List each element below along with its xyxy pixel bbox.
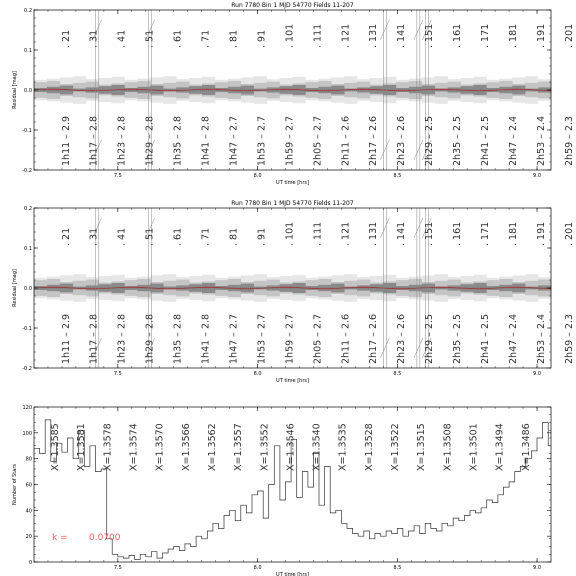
airmass-label: X=1.3574 xyxy=(128,423,140,471)
field-label: . 111 xyxy=(312,23,324,48)
x-tick-label: 7.5 xyxy=(113,173,122,179)
field-label: . 141 xyxy=(396,23,408,48)
y-tick-label: 0.1 xyxy=(24,246,32,252)
time-label: 2h41 – 2.5 xyxy=(479,115,491,166)
time-label: 1h35 – 2.8 xyxy=(172,313,184,364)
x-tick-label: 8.5 xyxy=(393,565,402,571)
y-tick-label: 120 xyxy=(22,405,32,411)
time-label: 2h41 – 2.5 xyxy=(479,313,491,364)
x-tick-label: 7.5 xyxy=(113,565,122,571)
field-label: . 191 xyxy=(535,221,547,246)
airmass-label: X=1.3494 xyxy=(494,423,506,471)
field-label: . 41 xyxy=(116,227,128,246)
field-label: . 171 xyxy=(479,23,491,48)
marker-slash xyxy=(414,20,423,40)
y-tick-label: -0.1 xyxy=(22,128,32,134)
time-label: 2h59 – 2.3 xyxy=(563,115,575,166)
airmass-label: X=1.3581 xyxy=(76,423,88,471)
time-label: 2h23 – 2.6 xyxy=(396,313,408,364)
y-tick-label: 60 xyxy=(25,482,32,489)
x-tick-label: 7.5 xyxy=(113,371,122,377)
x-tick-label: 8.5 xyxy=(393,173,402,179)
field-label: . 141 xyxy=(396,221,408,246)
airmass-label: X=1.3540 xyxy=(311,423,323,471)
marker-slash xyxy=(380,20,389,40)
field-label: . 101 xyxy=(284,23,296,48)
x-tick-label: 8.0 xyxy=(253,565,262,571)
airmass-label: X=1.3578 xyxy=(102,423,114,471)
time-label: 1h11 – 2.9 xyxy=(60,115,72,166)
field-label: . 61 xyxy=(172,29,184,48)
time-label: 2h11 – 2.6 xyxy=(340,313,352,364)
field-label: . 191 xyxy=(535,23,547,48)
field-label: . 121 xyxy=(340,221,352,246)
time-label: 1h23 – 2.8 xyxy=(116,313,128,364)
time-label: 1h59 – 2.7 xyxy=(284,313,296,364)
field-label: . 91 xyxy=(256,227,268,246)
x-axis-label: UT time [hrs] xyxy=(276,378,309,384)
time-label: 1h41 – 2.8 xyxy=(200,313,212,364)
field-label: . 91 xyxy=(256,29,268,48)
field-label: . 171 xyxy=(479,221,491,246)
y-tick-label: 100 xyxy=(22,430,32,437)
marker-slash xyxy=(380,140,389,160)
y-tick-label: 0.2 xyxy=(24,206,32,212)
time-label: 1h53 – 2.7 xyxy=(256,115,268,166)
x-tick-label: 8.0 xyxy=(253,173,262,179)
y-tick-label: 0.2 xyxy=(24,8,32,14)
field-label: . 71 xyxy=(200,227,212,246)
field-label: . 111 xyxy=(312,221,324,246)
y-axis-label: Residual [mag] xyxy=(12,71,18,109)
time-label: 2h35 – 2.5 xyxy=(452,115,464,166)
k-label: k = xyxy=(52,533,68,543)
field-label: . 181 xyxy=(507,221,519,246)
field-label: . 161 xyxy=(452,221,464,246)
x-tick-label: 9.0 xyxy=(533,371,542,377)
airmass-label: X=1.3486 xyxy=(520,423,532,471)
field-label: . 51 xyxy=(144,227,156,246)
airmass-label: X=1.3535 xyxy=(337,423,349,471)
field-label: . 181 xyxy=(507,23,519,48)
time-label: 2h47 – 2.4 xyxy=(507,115,519,166)
x-tick-label: 9.0 xyxy=(533,173,542,179)
airmass-label: X=1.3585 xyxy=(50,423,61,471)
field-label: . 161 xyxy=(452,23,464,48)
k-value: 0.0700 xyxy=(89,533,121,543)
star-count-panel xyxy=(12,405,551,576)
time-label: 2h47 – 2.4 xyxy=(507,313,519,364)
airmass-label: X=1.3522 xyxy=(390,423,402,471)
time-label: 2h29 – 2.5 xyxy=(424,313,436,364)
x-tick-label: 9.0 xyxy=(533,565,542,571)
time-label: 2h53 – 2.4 xyxy=(535,313,547,364)
time-label: 1h53 – 2.7 xyxy=(256,313,268,364)
y-tick-label: -0.1 xyxy=(22,326,32,332)
time-label: 2h05 – 2.7 xyxy=(312,115,324,166)
time-label: 2h05 – 2.7 xyxy=(312,313,324,364)
time-label: 1h29 – 2.8 xyxy=(144,313,156,364)
y-tick-label: 40 xyxy=(25,508,32,515)
x-axis-label: UT time [hrs] xyxy=(276,572,309,576)
time-label: 1h59 – 2.7 xyxy=(284,115,296,166)
marker-slash xyxy=(380,338,389,358)
field-label: . 21 xyxy=(60,29,72,48)
x-tick-label: 8.5 xyxy=(393,371,402,377)
time-label: 2h35 – 2.5 xyxy=(452,313,464,364)
y-tick-label: 20 xyxy=(25,534,32,541)
y-axis-label: Number of Stars xyxy=(12,464,18,505)
y-tick-label: -0.2 xyxy=(22,366,32,372)
field-label: . 101 xyxy=(284,221,296,246)
time-label: 2h17 – 2.6 xyxy=(368,115,380,166)
airmass-label: X=1.3546 xyxy=(285,423,297,471)
field-label: . 201 xyxy=(563,23,575,48)
field-label: . 31 xyxy=(88,29,100,48)
field-label: . 51 xyxy=(144,29,156,48)
time-label: 1h23 – 2.8 xyxy=(116,115,128,166)
panel-title: Run 7780 Bin 1 MJD 54770 Fields 11-207 xyxy=(231,200,354,207)
marker-slash xyxy=(380,218,389,238)
panel-title: Run 7780 Bin 1 MJD 54770 Fields 11-207 xyxy=(231,2,354,9)
field-label: . 151 xyxy=(424,221,436,246)
field-label: . 31 xyxy=(88,227,100,246)
residual-panel-middle xyxy=(12,200,575,384)
field-label: . 41 xyxy=(116,29,128,48)
airmass-label: X=1.3501 xyxy=(468,423,480,471)
airmass-label: X=1.3515 xyxy=(416,423,428,471)
marker-slash xyxy=(414,338,423,358)
airmass-label: X=1.3557 xyxy=(233,423,245,471)
time-label: 2h17 – 2.6 xyxy=(368,313,380,364)
time-label: 1h47 – 2.7 xyxy=(228,115,240,166)
time-label: 2h23 – 2.6 xyxy=(396,115,408,166)
y-tick-label: 0 xyxy=(28,560,32,566)
field-label: . 131 xyxy=(368,221,380,246)
residual-panel-top xyxy=(12,2,575,186)
field-label: . 21 xyxy=(60,227,72,246)
time-label: 2h29 – 2.5 xyxy=(424,115,436,166)
field-label: . 71 xyxy=(200,29,212,48)
marker-slash xyxy=(414,218,423,238)
x-axis-label: UT time [hrs] xyxy=(276,180,309,186)
field-label: . 151 xyxy=(424,23,436,48)
time-label: 2h53 – 2.4 xyxy=(535,115,547,166)
time-label: 1h17 – 2.8 xyxy=(88,115,100,166)
time-label: 1h47 – 2.7 xyxy=(228,313,240,364)
field-label: . 131 xyxy=(368,23,380,48)
airmass-label: X=1.3562 xyxy=(206,423,218,471)
y-tick-label: 80 xyxy=(25,456,32,463)
airmass-label: X=1.3566 xyxy=(180,423,192,471)
field-label: . 201 xyxy=(563,221,575,246)
y-tick-label: 0.1 xyxy=(24,48,32,54)
field-label: . 61 xyxy=(172,227,184,246)
field-label: . 121 xyxy=(340,23,352,48)
airmass-label: X=1.3570 xyxy=(154,423,166,471)
time-label: 1h29 – 2.8 xyxy=(144,115,156,166)
y-tick-label: 0.0 xyxy=(24,286,32,292)
y-tick-label: 0.0 xyxy=(24,88,32,94)
airmass-label: X=1.3552 xyxy=(259,423,271,471)
field-label: . 81 xyxy=(228,29,240,48)
y-axis-label: Residual [mag] xyxy=(12,269,18,307)
x-tick-label: 8.0 xyxy=(253,371,262,377)
time-label: 2h11 – 2.6 xyxy=(340,115,352,166)
time-label: 1h35 – 2.8 xyxy=(172,115,184,166)
time-label: 1h11 – 2.9 xyxy=(60,313,72,364)
time-label: 1h41 – 2.8 xyxy=(200,115,212,166)
field-label: . 81 xyxy=(228,227,240,246)
y-tick-label: -0.2 xyxy=(22,168,32,174)
time-label: 2h59 – 2.3 xyxy=(563,313,575,364)
time-label: 1h17 – 2.8 xyxy=(88,313,100,364)
airmass-label: X=1.3508 xyxy=(442,423,454,471)
marker-slash xyxy=(414,140,423,160)
airmass-label: X=1.3528 xyxy=(363,423,375,471)
